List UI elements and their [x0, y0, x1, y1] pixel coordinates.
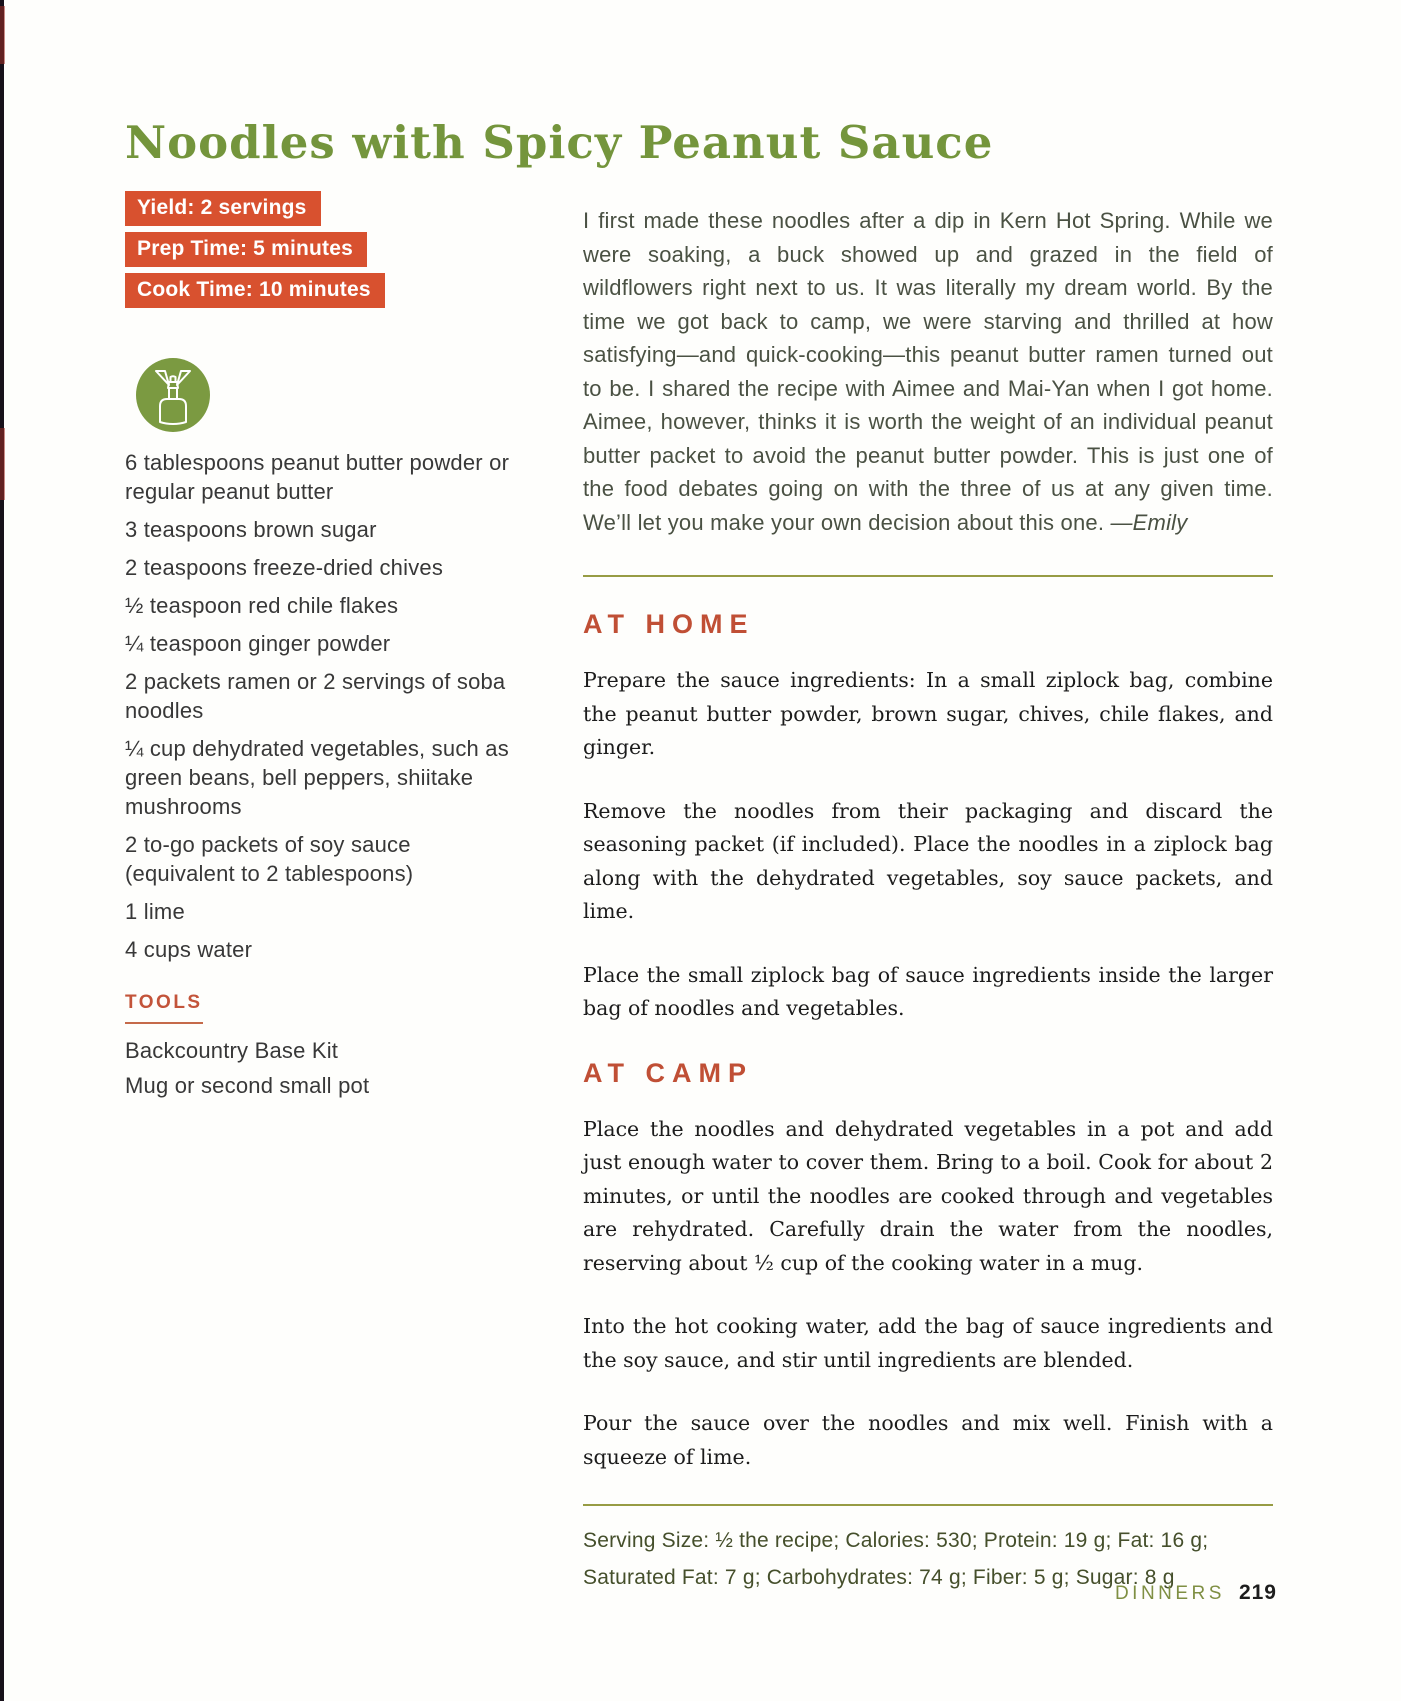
- instructions-column: [583, 204, 1273, 1596]
- ingredient-item: 2 to-go packets of soy sauce (equivalent to 2 tablespoons): [125, 832, 414, 886]
- ingredient-item: ¼ teaspoon ginger powder: [125, 631, 391, 656]
- ingredient-item: ¼ cup dehydrated vegetables, such as green beans, bell peppers, shiitake mushrooms: [125, 736, 509, 819]
- instruction-paragraph: Pour the sauce over the noodles and mix well. Finish with a squeeze of lime.: [583, 1411, 1273, 1469]
- intro-paragraph: [583, 204, 1273, 539]
- intro-attribution: —Emily: [1110, 509, 1188, 535]
- camp-stove-icon: [136, 358, 210, 432]
- nutrition-divider-rule: [583, 1504, 1273, 1506]
- intro-text: I first made these noodles after a dip in Kern Hot Spring. While we were soaking, a buck showed up and grazed in the field of wildflowers right next to us. It was literally my dream world. By the time we got back to camp, we were starving and thrilled at how satisfying—and quick-cooking—this peanut butter ramen turned out to be. I shared the recipe with Aimee and Mai-Yan when I got home. Aimee, however, thinks it is worth the weight of an individual peanut butter packet to avoid the peanut butter powder. This is just one of the food debates going on with the three of us at any given time. We’ll let you make your own decision about this one.: [583, 208, 1273, 535]
- instruction-paragraph: Place the small ziplock bag of sauce ingredients inside the larger bag of noodles and vegetables.: [583, 962, 1273, 1020]
- cook-time-badge: Cook Time: 10 minutes: [125, 273, 385, 308]
- instruction-paragraph: Prepare the sauce ingredients: In a small ziplock bag, combine the peanut butter powder, brown sugar, chives, chile flakes, and ginger.: [583, 668, 1273, 759]
- instruction-paragraph: Remove the noodles from their packaging and discard the seasoning packet (if included). Place the noodles in a ziplock bag along with the dehydrated vegetables, soy sauce packets, and lime.: [583, 798, 1273, 923]
- page-number: 219: [1238, 1581, 1277, 1604]
- ingredient-item: 4 cups water: [125, 937, 253, 962]
- ingredient-item: 1 lime: [125, 899, 185, 924]
- recipe-info-badges: [125, 191, 385, 314]
- ingredients-column: [125, 448, 525, 1106]
- page-edge-red-mark: [0, 428, 5, 500]
- yield-badge: Yield: 2 servings: [125, 191, 321, 226]
- page-footer: [583, 1581, 1277, 1605]
- section-divider-rule: [583, 575, 1273, 577]
- at-camp-heading: AT CAMP: [583, 1057, 753, 1088]
- tool-item: Mug or second small pot: [125, 1073, 370, 1098]
- recipe-title: Noodles with Spicy Peanut Sauce: [125, 116, 994, 169]
- instruction-paragraph: Place the noodles and dehydrated vegetables in a pot and add just enough water to cover them. Bring to a boil. Cook for about 2 minutes, or until the noodles are cooked through and vegetables are rehydrated. Carefully drain the water from the noodles, reserving about ½ cup of the cooking water in a mug.: [583, 1116, 1273, 1275]
- ingredient-item: 3 teaspoons brown sugar: [125, 517, 377, 542]
- tools-heading: TOOLS: [125, 988, 203, 1024]
- prep-time-badge: Prep Time: 5 minutes: [125, 232, 367, 267]
- tool-item: Backcountry Base Kit: [125, 1038, 339, 1063]
- ingredient-item: ½ teaspoon red chile flakes: [125, 593, 399, 618]
- page-binding-edge: [0, 0, 4, 1701]
- at-home-section: [583, 609, 1273, 1026]
- instruction-paragraph: Into the hot cooking water, add the bag of sauce ingredients and the soy sauce, and stir until ingredients are blended.: [583, 1314, 1273, 1372]
- at-camp-section: [583, 1058, 1273, 1475]
- ingredient-item: 2 teaspoons freeze-dried chives: [125, 555, 444, 580]
- ingredient-item: 6 tablespoons peanut butter powder or regular peanut butter: [125, 450, 510, 504]
- page-edge-red-mark: [0, 6, 5, 64]
- ingredient-item: 2 packets ramen or 2 servings of soba noodles: [125, 669, 506, 723]
- at-home-heading: AT HOME: [583, 609, 755, 639]
- nutrition-info: Serving Size: ½ the recipe; Calories: 530; Protein: 19 g; Fat: 16 g; Saturated Fat: 7 g; Carbohydrates: 74 g; Fiber: 5 g; Sugar: 8 g: [583, 1529, 1209, 1589]
- chapter-label: DINNERS: [1114, 1583, 1225, 1604]
